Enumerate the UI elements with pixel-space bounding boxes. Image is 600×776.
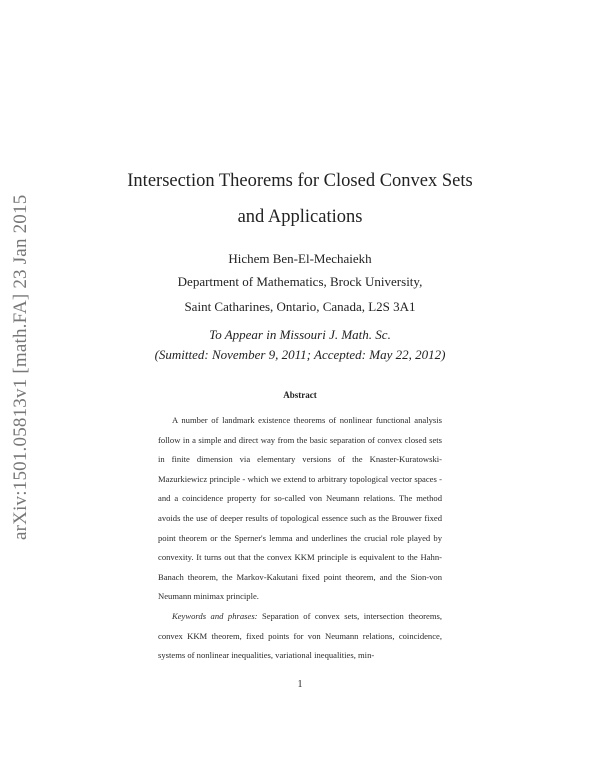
keywords-paragraph bbox=[158, 607, 442, 666]
abstract-paragraph: A number of landmark existence theorems of nonlinear functional analysis follow in a simple and direct way from the basic separation of convex closed sets in finite dimension via elementary versions of the Knaster-Kuratowski-Mazurkiewicz principle - which we extend to arbitrary topological vector spaces - and a coincidence property for so-called von Neumann relations. The method avoids the use of deeper results of topological essence such as the Brouwer fixed point theorem or the Sperner's lemma and underlines the crucial role played by convexity. It turns out that the convex KKM principle is equivalent to the Hahn-Banach theorem, the Markov-Kakutani fixed point theorem, and the Sion-von Neumann minimax principle. bbox=[158, 415, 442, 602]
affiliation-line2: Saint Catharines, Ontario, Canada, L2S 3A1 bbox=[184, 299, 416, 314]
paper-title-line2: and Applications bbox=[237, 207, 363, 227]
submission-dates: (Sumitted: November 9, 2011; Accepted: May 22, 2012) bbox=[154, 347, 446, 362]
affiliation-line1: Department of Mathematics, Brock University, bbox=[177, 274, 423, 289]
keywords-label: Keywords and phrases: bbox=[172, 610, 258, 621]
arxiv-stamp: arXiv:1501.05813v1 [math.FA] 23 Jan 2015 bbox=[10, 194, 31, 540]
abstract-heading: Abstract bbox=[283, 390, 317, 400]
paper-title-line1: Intersection Theorems for Closed Convex Sets bbox=[127, 171, 473, 191]
to-appear-note: To Appear in Missouri J. Math. Sc. bbox=[209, 327, 391, 342]
page-number: 1 bbox=[297, 679, 303, 690]
abstract-body bbox=[158, 411, 442, 666]
keywords-text: Separation of convex sets, intersection theorems, convex KKM theorem, fixed points for von Neumann relations, coincidence, systems of nonlinear inequalities, variational inequalities, min- bbox=[158, 610, 442, 661]
author-name: Hichem Ben-El-Mechaiekh bbox=[228, 251, 372, 266]
